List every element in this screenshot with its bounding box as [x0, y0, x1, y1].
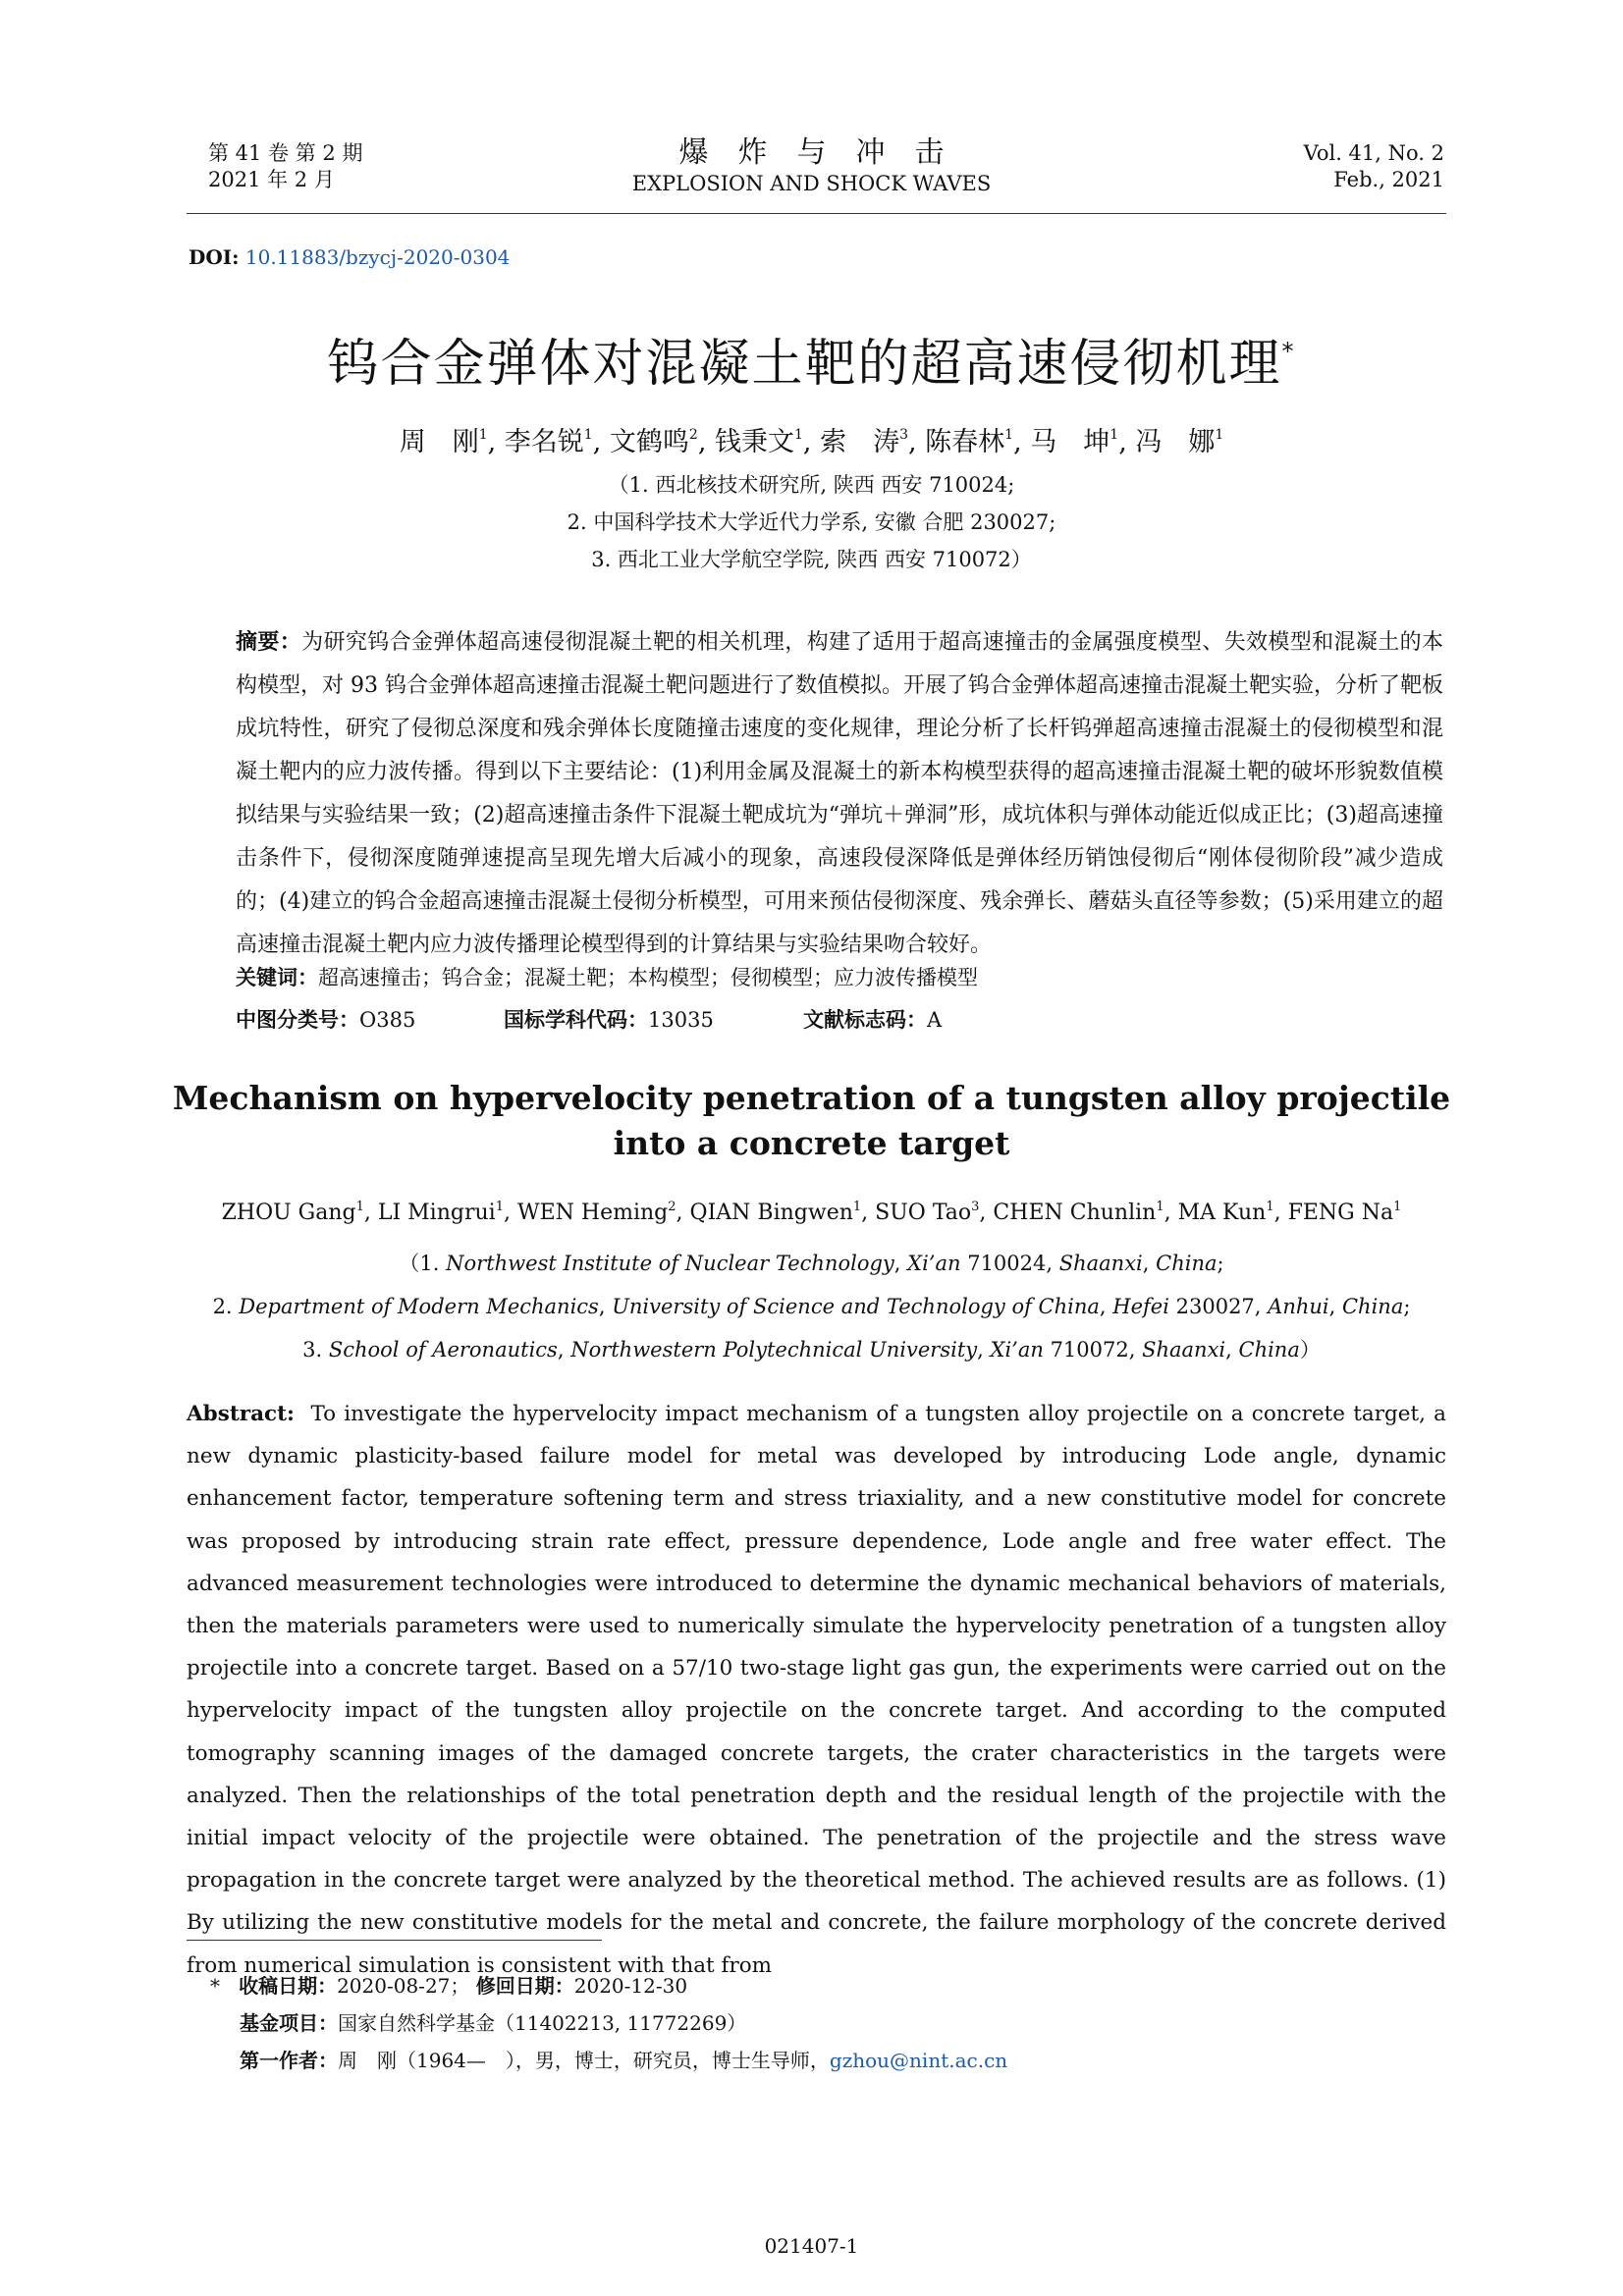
affiliation-cn-1: （1. 西北核技术研究所, 陕西 西安 710024;	[608, 473, 1015, 497]
author-name: 文鹤鸣	[609, 427, 689, 457]
doi	[189, 245, 510, 269]
author-affiliation-mark: 1	[1393, 1200, 1402, 1214]
affiliations-cn	[0, 466, 1623, 578]
authors-cn: 周 刚$^1$, 李名锐$^1$, 文鹤鸣$^2$, 钱秉文$^1$, 索 涛$^3$, 陈春林$^1$, 马 坤$^1$, 冯 娜$^1$	[399, 427, 1224, 457]
abstract-cn-label: 摘要：	[236, 629, 302, 655]
author-name: 马 坤	[1030, 427, 1110, 457]
author-affiliation-mark: 1	[852, 1200, 862, 1214]
footnote-first-author: 第一作者：周 刚（1964— ），男，博士，研究员，博士生导师，gzhou@nint.ac.cn	[240, 2049, 1008, 2072]
author-name: SUO Tao	[875, 1201, 972, 1225]
author-name: MA Kun	[1177, 1201, 1267, 1225]
author-name: 陈春林	[925, 427, 1005, 457]
affiliations-en	[0, 1242, 1623, 1371]
journal-name-en: EXPLOSION AND SHOCK WAVES	[631, 172, 992, 195]
author-name: ZHOU Gang	[221, 1201, 356, 1225]
author-affiliation-mark: 1	[1215, 427, 1224, 443]
footnote-dates: * 收稿日期：2020-08-27； 修回日期：2020-12-30	[210, 1974, 688, 1998]
journal-name-cn: 爆炸与冲击	[678, 135, 974, 170]
title-footnote-mark: *	[1281, 338, 1296, 365]
author-affiliation-mark: 2	[688, 427, 698, 443]
author-name: FENG Na	[1287, 1201, 1394, 1225]
footnote-fund: 基金项目：国家自然科学基金（11402213, 11772269）	[240, 2011, 747, 2035]
author-affiliation-mark: 3	[971, 1200, 980, 1214]
author-name: CHEN Chunlin	[993, 1201, 1157, 1225]
author-name: QIAN Bingwen	[689, 1201, 853, 1225]
header-volume-en: Vol. 41, No. 2 Feb., 2021	[1303, 141, 1444, 191]
header-volume-cn: 第 41 卷 第 2 期 2021 年 2 月	[208, 141, 363, 191]
author-name: 周 刚	[399, 427, 479, 457]
author-affiliation-mark: 1	[1004, 427, 1014, 443]
affiliation-en-1: （1. Northwest Institute of Nuclear Technology, Xi’an 710024, Shaanxi, China;	[399, 1252, 1224, 1275]
affiliation-en-2: 2. Department of Modern Mechanics, University of Science and Technology of China, Hefei 230027, Anhui, China;	[212, 1295, 1411, 1318]
doi-label: DOI:	[189, 245, 240, 269]
author-affiliation-mark: 1	[583, 427, 593, 443]
page-number: 021407-1	[764, 2234, 859, 2258]
author-affiliation-mark: 1	[495, 1200, 504, 1214]
footnote-divider	[187, 1940, 602, 1941]
author-name: LI Mingrui	[377, 1201, 496, 1225]
doi-link[interactable]: 10.11883/bzycj-2020-0304	[244, 245, 511, 269]
subject-code: 国标学科代码：13035	[504, 1007, 714, 1032]
abstract-en-text: To investigate the hypervelocity impact mechanism of a tungsten alloy projectile on a concrete target, a new dynamic plasticity-based failure model for metal was developed by introducing Lode angle, dynamic enhancement factor, temperature softening term and stress triaxiality, and a new constitutive model for concrete was proposed by introducing strain rate effect, pressure dependence, Lode angle and free water effect. The advanced measurement technologies were introduced to determine the dynamic mechanical behaviors of materials, then the materials parameters were used to numerically simulate the hypervelocity penetration of a tungsten alloy projectile into a concrete target. Based on a 57/10 two-stage light gas gun, the experiments were carried out on the hypervelocity impact of the tungsten alloy projectile on the concrete target. And according to the computed tomography scanning images of the damaged concrete targets, the crater characteristics in the targets were analyzed. Then the relationships of the total penetration depth and the residual length of the projectile with the initial impact velocity of the projectile were obtained. The penetration of the projectile and the stress wave propagation in the concrete target were analyzed by the theoretical method. The achieved results are as follows. (1) By utilizing the new constitutive models for the metal and concrete, the failure morphology of the concrete derived from numerical simulation is consistent with that from	[187, 1402, 1447, 1978]
affiliation-cn-2: 2. 中国科学技术大学近代力学系, 安徽 合肥 230027;	[567, 510, 1056, 534]
title-en: Mechanism on hypervelocity penetration of a tungsten alloy projectile into a concrete target	[172, 1079, 1451, 1162]
keywords-cn: 关键词：超高速撞击；钨合金；混凝土靶；本构模型；侵彻模型；应力波传播模型	[236, 965, 978, 989]
author-affiliation-mark: 1	[355, 1200, 364, 1214]
class-number: 中图分类号：O385	[236, 1007, 416, 1032]
author-name: 钱秉文	[714, 427, 794, 457]
title-cn: 钨合金弹体对混凝土靶的超高速侵彻机理*	[327, 335, 1296, 394]
affiliation-en-3: 3. School of Aeronautics, Northwestern Polytechnical University, Xi’an 710072, Shaanxi, China）	[302, 1338, 1321, 1362]
author-affiliation-mark: 3	[899, 427, 908, 443]
author-affiliation-mark: 2	[668, 1200, 676, 1214]
abstract-en-label: Abstract:	[187, 1402, 295, 1426]
abstract-cn-text: 为研究钨合金弹体超高速侵彻混凝土靶的相关机理，构建了适用于超高速撞击的金属强度模型、失效模型和混凝土的本构模型，对 93 钨合金弹体超高速撞击混凝土靶问题进行了数值模拟。开展了钨合金弹体超高速撞击混凝土靶实验，分析了靶板成坑特性，研究了侵彻总深度和残余弹体长度随撞击速度的变化规律，理论分析了长杆钨弹超高速撞击混凝土的侵彻模型和混凝土靶内的应力波传播。得到以下主要结论：(1)利用金属及混凝土的新本构模型获得的超高速撞击混凝土靶的破坏形貌数值模拟结果与实验结果一致；(2)超高速撞击条件下混凝土靶成坑为“弹坑＋弹洞”形，成坑体积与弹体动能近似成正比；(3)超高速撞击条件下，侵彻深度随弹速提高呈现先增大后减小的现象，高速段侵深降低是弹体经历销蚀侵彻后“刚体侵彻阶段”减少造成的；(4)建立的钨合金超高速撞击混凝土侵彻分析模型，可用来预估侵彻深度、残余弹长、蘑菇头直径等参数；(5)采用建立的超高速撞击混凝土靶内应力波传播理论模型得到的计算结果与实验结果吻合较好。	[236, 630, 1443, 957]
authors-en: ZHOU Gang$^1$, LI Mingrui$^1$, WEN Heming$^2$, QIAN Bingwen$^1$, SUO Tao$^3$, CHEN Chunlin$^1$, MA Kun$^1$, FENG Na$^1$	[221, 1200, 1402, 1225]
author-affiliation-mark: 1	[1109, 427, 1119, 443]
author-affiliation-mark: 1	[478, 427, 488, 443]
author-affiliation-mark: 1	[793, 427, 803, 443]
abstract-en	[187, 1393, 1446, 1987]
author-affiliation-mark: 1	[1156, 1200, 1164, 1214]
author-name: 索 涛	[820, 427, 900, 457]
document-code: 文献标志码：A	[803, 1007, 943, 1032]
affiliation-cn-3: 3. 西北工业大学航空学院, 陕西 西安 710072）	[591, 548, 1032, 571]
header-divider	[187, 213, 1446, 214]
author-name: 李名锐	[504, 427, 584, 457]
abstract-cn	[236, 620, 1443, 967]
author-name: 冯 娜	[1135, 427, 1216, 457]
author-email-link[interactable]: gzhou@nint.ac.cn	[829, 2049, 1008, 2072]
author-name: WEN Heming	[516, 1201, 669, 1225]
author-affiliation-mark: 1	[1266, 1200, 1274, 1214]
